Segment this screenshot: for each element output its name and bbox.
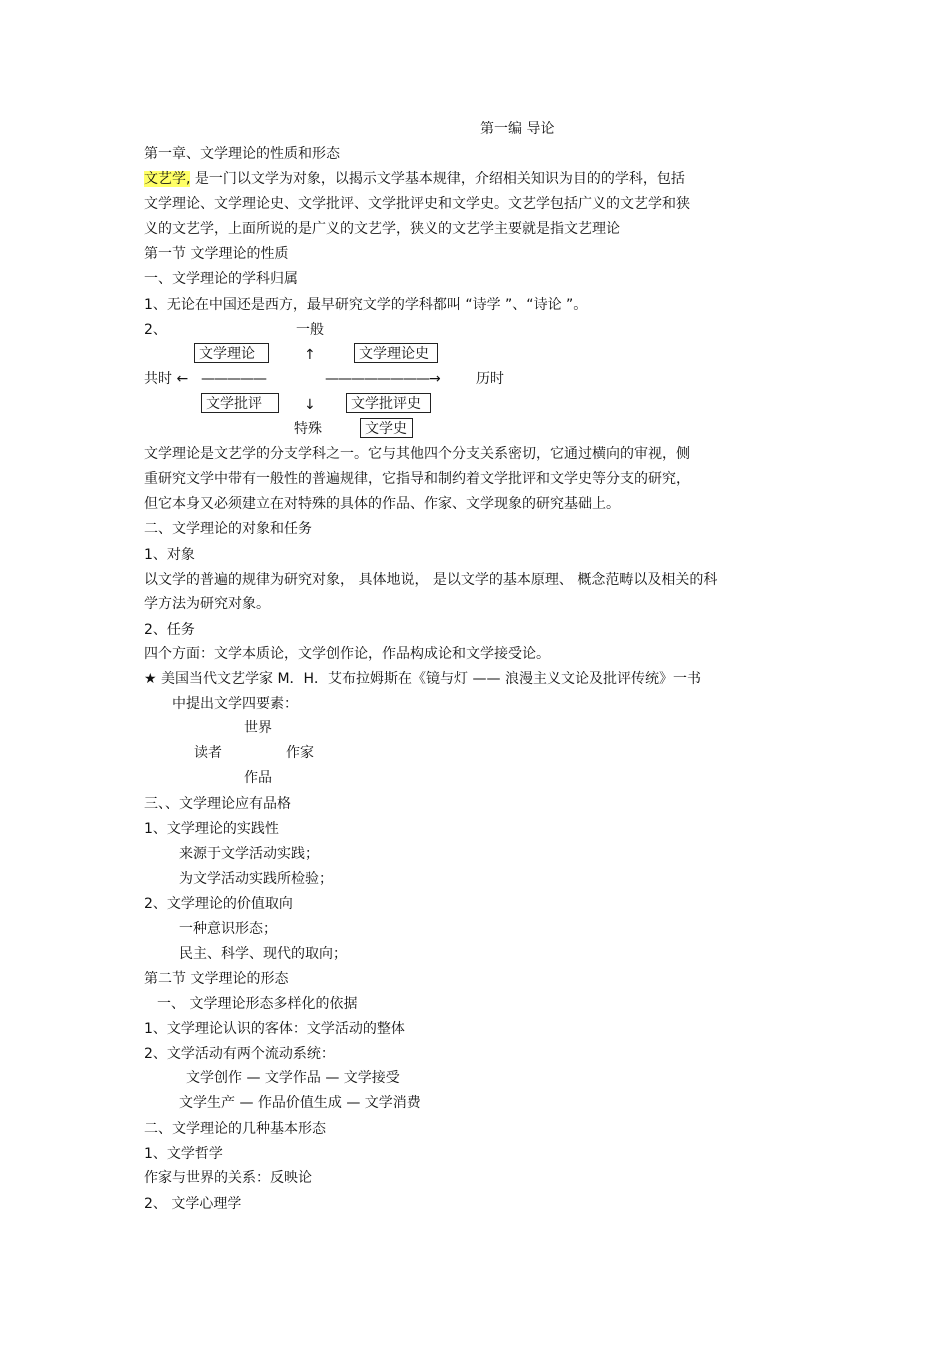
box-literary-criticism-history: 文学批评史 [346, 393, 431, 413]
values-point-b: 民主、科学、现代的取向； [179, 946, 347, 962]
s2-heading-2: 二、文学理论的几种基本形态 [144, 1121, 326, 1137]
s1-para-2-line-3: 但它本身又必须建立在对特殊的具体的作品、作家、文学现象的研究基础上。 [144, 496, 620, 512]
s1-subheading-values: 2、文学理论的价值取向 [144, 896, 293, 912]
left-axis-line: ————— [201, 371, 266, 387]
element-world: 世界 [244, 720, 272, 736]
s2-subheading-psychology: 2、 文学心理学 [144, 1196, 242, 1212]
practicality-point-b: 为文学活动实践所检验； [179, 871, 333, 887]
intro-line-1 [144, 170, 685, 188]
s1-heading-1: 一、文学理论的学科归属 [144, 271, 298, 287]
diagram-label-general: 一般 [296, 322, 324, 338]
intro-line-1-text: 是一门以文学为对象，以揭示文学基本规律，介绍相关知识为目的的学科，包括 [194, 171, 685, 187]
up-arrow-icon: ↑ [304, 347, 316, 363]
diagram-number: 2、 [144, 322, 167, 338]
diagram-label-diachronic: 历时 [476, 371, 504, 387]
part-title: 第一编 导论 [480, 121, 555, 137]
flow-system-2: 文学生产 — 作品价值生成 — 文学消费 [179, 1095, 421, 1111]
task-text: 四个方面：文学本质论，文学创作论，作品构成论和文学接受论。 [144, 646, 550, 662]
s1-heading-3: 三、、文学理论应有品格 [144, 796, 291, 812]
s1-heading-2: 二、文学理论的对象和任务 [144, 521, 312, 537]
star-note-line-1: ★ 美国当代文艺学家 M．H．艾布拉姆斯在《镜与灯 —— 浪漫主义文论及批评传统》一书 [144, 671, 701, 687]
box-literary-history: 文学史 [360, 418, 413, 438]
element-reader: 读者 [194, 745, 222, 761]
chapter-title: 第一章、文学理论的性质和形态 [144, 146, 340, 162]
s1-para-2-line-1: 文学理论是文艺学的分支学科之一。它与其他四个分支关系密切，它通过横向的审视，侧 [144, 446, 690, 462]
flow-system-1: 文学创作 — 文学作品 — 文学接受 [186, 1070, 400, 1086]
intro-line-2: 文学理论、文学理论史、文学批评、文学批评史和文学史。文艺学包括广义的文艺学和狭 [144, 196, 690, 212]
element-work: 作品 [244, 770, 272, 786]
diagram-label-special: 特殊 [294, 421, 322, 437]
section-2-title: 第二节 文学理论的形态 [144, 971, 289, 987]
box-literary-theory: 文学理论 [194, 343, 269, 363]
s2-point-1: 1、文学理论认识的客体：文学活动的整体 [144, 1021, 405, 1037]
object-text-line-1: 以文学的普遍的规律为研究对象， 具体地说， 是以文学的基本原理、 概念范畴以及相关的科 [144, 572, 718, 588]
element-writer: 作家 [286, 745, 314, 761]
section-1-title: 第一节 文学理论的性质 [144, 246, 289, 262]
star-note-line-2: 中提出文学四要素： [172, 696, 298, 712]
s1-subheading-practicality: 1、文学理论的实践性 [144, 821, 279, 837]
highlighted-term: 文艺学, [144, 171, 191, 187]
object-text-line-2: 学方法为研究对象。 [144, 596, 270, 612]
box-literary-criticism: 文学批评 [201, 393, 279, 413]
philosophy-text: 作家与世界的关系：反映论 [144, 1170, 312, 1186]
s1-para-1: 1、无论在中国还是西方，最早研究文学的学科都叫 “诗学 ”、“诗论 ”。 [144, 297, 588, 313]
s1-para-2-line-2: 重研究文学中带有一般性的普遍规律，它指导和制约着文学批评和文学史等分支的研究， [144, 471, 690, 487]
s2-point-2: 2、文学活动有两个流动系统： [144, 1046, 335, 1062]
s2-subheading-philosophy: 1、文学哲学 [144, 1146, 223, 1162]
diagram-label-synchronic: 共时 ← [144, 371, 189, 387]
intro-line-3: 义的文艺学，上面所说的是广义的文艺学，狭义的文艺学主要就是指文艺理论 [144, 221, 620, 237]
s1-subheading-task: 2、任务 [144, 622, 195, 638]
right-axis-arrow: ————————→ [325, 371, 440, 387]
s2-heading-1: 一、 文学理论形态多样化的依据 [157, 996, 358, 1012]
s1-subheading-object: 1、对象 [144, 547, 195, 563]
down-arrow-icon: ↓ [304, 397, 316, 413]
box-literary-theory-history: 文学理论史 [354, 343, 438, 363]
values-point-a: 一种意识形态； [179, 921, 277, 937]
practicality-point-a: 来源于文学活动实践； [179, 846, 319, 862]
